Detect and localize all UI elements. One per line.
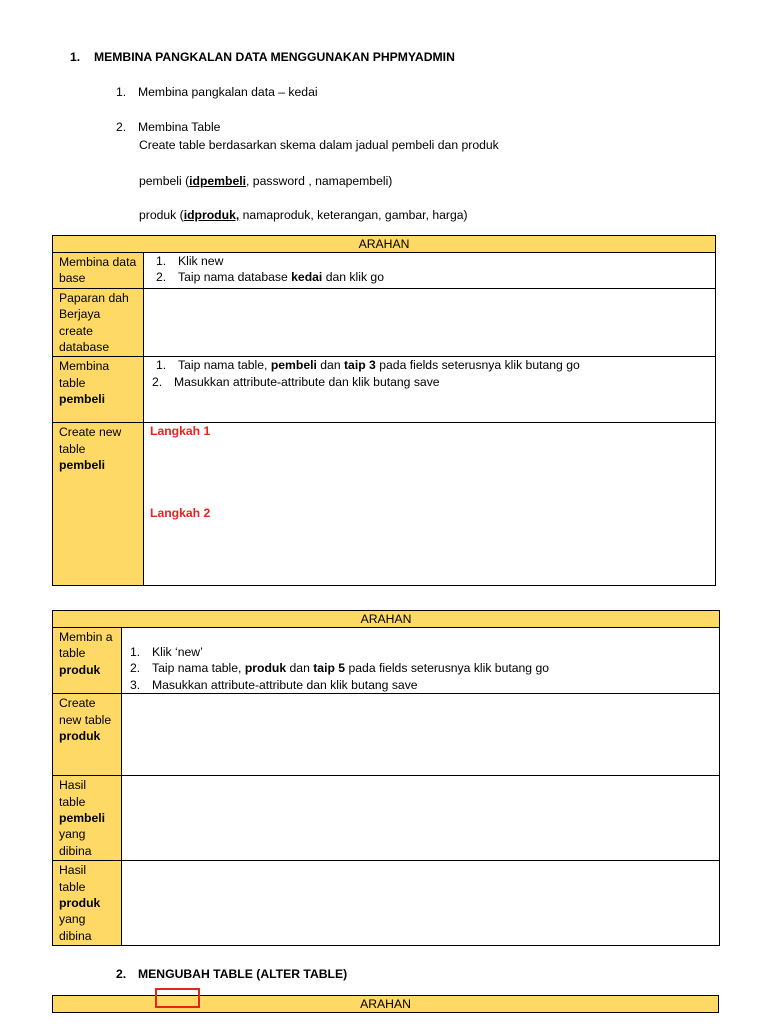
list-item: 1. Klik ‘new’ xyxy=(130,645,203,659)
list-item: 2. Taip nama database kedai dan klik go xyxy=(156,270,384,285)
table-header: ARAHAN xyxy=(53,236,716,253)
langkah-2-label: Langkah 2 xyxy=(150,505,211,520)
row-label: Membina table pembeli xyxy=(53,357,144,423)
table-row xyxy=(53,628,720,694)
table-row xyxy=(53,288,716,357)
table-row xyxy=(53,423,716,586)
row-label: Membin a table produk xyxy=(53,628,122,694)
list-item: 1. Taip nama table, pembeli dan taip 3 pada fields seterusnya klik butang go xyxy=(156,358,580,373)
schema-pembeli: pembeli (idpembeli, password , namapembeli) xyxy=(139,174,393,188)
row-label: Create new table pembeli xyxy=(53,423,144,586)
table-row xyxy=(53,861,720,946)
empty-cell xyxy=(122,776,720,861)
primary-key-produk: idproduk, xyxy=(183,208,240,222)
row-label: Hasil table produk yang dibina xyxy=(53,861,122,946)
main-heading: 1. MEMBINA PANGKALAN DATA MENGGUNAKAN PHPMYADMIN xyxy=(70,50,455,64)
row-label: Hasil table pembeli yang dibina xyxy=(53,776,122,861)
list-item: 2. Masukkan attribute-attribute dan klik butang save xyxy=(152,374,440,389)
highlight-box xyxy=(155,988,200,1008)
row-label: Membina data base xyxy=(53,253,144,289)
table-row xyxy=(53,253,716,289)
table-row xyxy=(53,694,720,776)
step-1: 1. Membina pangkalan data – kedai xyxy=(116,85,318,99)
table-header: ARAHAN xyxy=(53,611,720,628)
table-row xyxy=(53,776,720,861)
table-row xyxy=(53,357,716,423)
schema-produk: produk (idproduk, namaproduk, keterangan, gambar, harga) xyxy=(139,208,468,222)
section-2-heading: 2. MENGUBAH TABLE (ALTER TABLE) xyxy=(116,967,348,981)
list-item: 1. Klik new xyxy=(156,254,224,268)
step-2-description: Create table berdasarkan skema dalam jadual pembeli dan produk xyxy=(139,138,499,152)
row-label: Create new table produk xyxy=(53,694,122,776)
empty-cell xyxy=(122,861,720,946)
primary-key-pembeli: idpembeli xyxy=(189,174,247,188)
arahan-table-1 xyxy=(52,235,716,586)
list-item: 3. Masukkan attribute-attribute dan klik butang save xyxy=(130,677,418,692)
table-header: ARAHAN xyxy=(53,996,719,1013)
instruction-list xyxy=(156,253,715,286)
langkah-1-label: Langkah 1 xyxy=(150,424,211,439)
instruction-list xyxy=(130,644,719,693)
arahan-table-2 xyxy=(52,610,720,946)
instruction-list xyxy=(152,357,715,390)
empty-cell xyxy=(144,288,716,357)
row-label: Paparan dah Berjaya create database xyxy=(53,288,144,357)
list-item: 2. Taip nama table, produk dan taip 5 pada fields seterusnya klik butang go xyxy=(130,661,550,676)
step-2-title: 2. Membina Table xyxy=(116,120,221,134)
arahan-table-3 xyxy=(52,995,719,1013)
empty-cell xyxy=(122,694,720,776)
